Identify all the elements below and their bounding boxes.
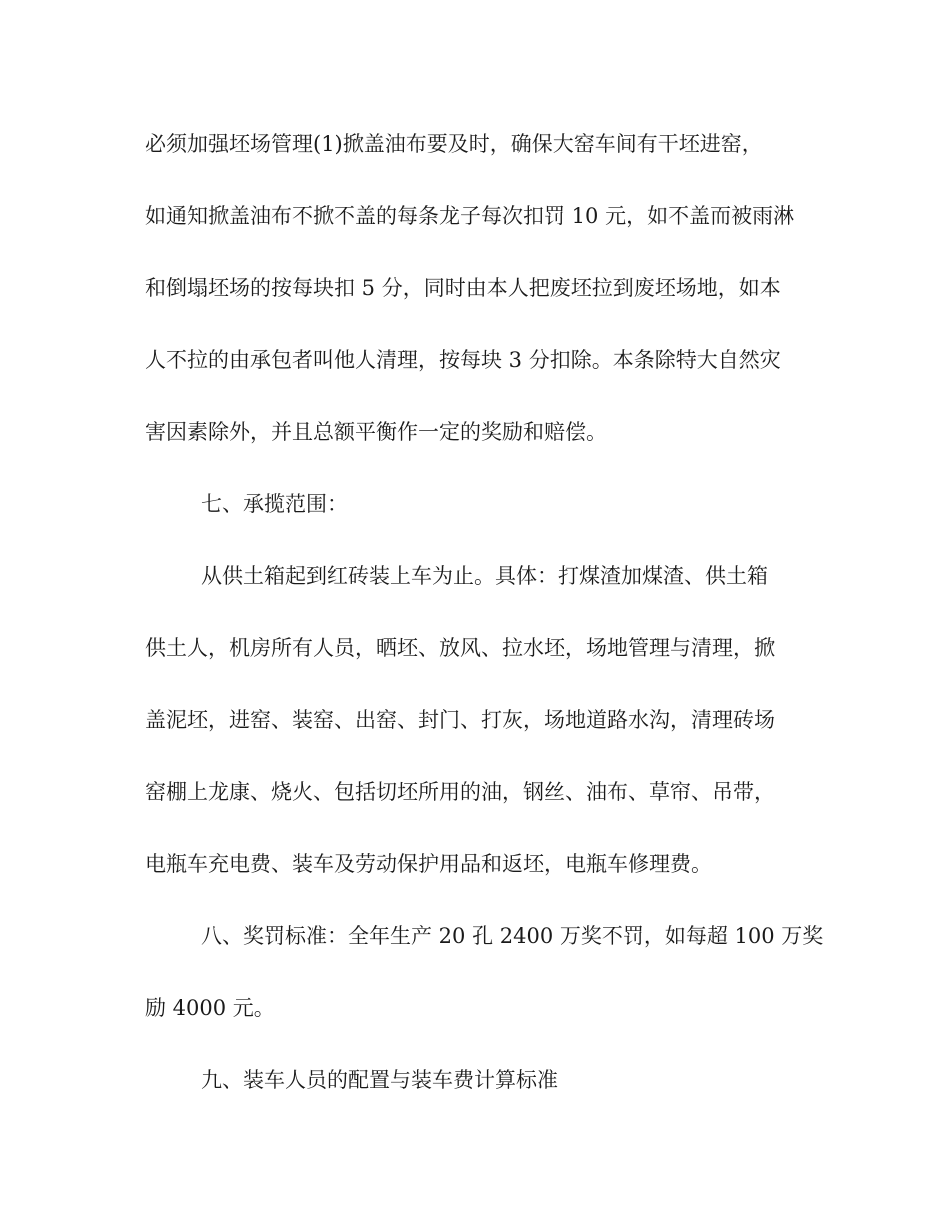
paragraph-line-3: 和倒塌坯场的按每块扣 5 分，同时由本人把废坯拉到废坯场地，如本 [145,276,781,300]
section-heading-scope: 七、承揽范围： [201,492,348,516]
paragraph-line-4: 人不拉的由承包者叫他人清理，按每块 3 分扣除。本条除特大自然灾 [145,348,781,372]
paragraph-line-8: 盖泥坯，进窑、装窑、出窑、封门、打灰，场地道路水沟，清理砖场 [145,708,775,732]
section-heading-rewards: 八、奖罚标准：全年生产 20 孔 2400 万奖不罚，如每超 100 万奖 [201,924,824,948]
paragraph-line-11: 励 4000 元。 [145,996,275,1020]
paragraph-line-5: 害因素除外，并且总额平衡作一定的奖励和赔偿。 [145,420,607,444]
paragraph-line-1: 必须加强坯场管理(1)掀盖油布要及时，确保大窑车间有干坯进窑， [145,132,763,156]
paragraph-line-10: 电瓶车充电费、装车及劳动保护用品和返坯，电瓶车修理费。 [145,852,712,876]
paragraph-line-7: 供土人，机房所有人员，晒坯、放风、拉水坯，场地管理与清理，掀 [145,636,775,660]
section-heading-loading: 九、装车人员的配置与装车费计算标准 [201,1068,558,1092]
paragraph-line-6: 从供土箱起到红砖装上车为止。具体：打煤渣加煤渣、供土箱 [201,564,768,588]
document-body [145,108,824,1116]
paragraph-line-2: 如通知掀盖油布不掀不盖的每条龙子每次扣罚 10 元，如不盖而被雨淋 [145,204,795,228]
paragraph-line-9: 窑棚上龙康、烧火、包括切坯所用的油，钢丝、油布、草帘、吊带， [145,780,775,804]
